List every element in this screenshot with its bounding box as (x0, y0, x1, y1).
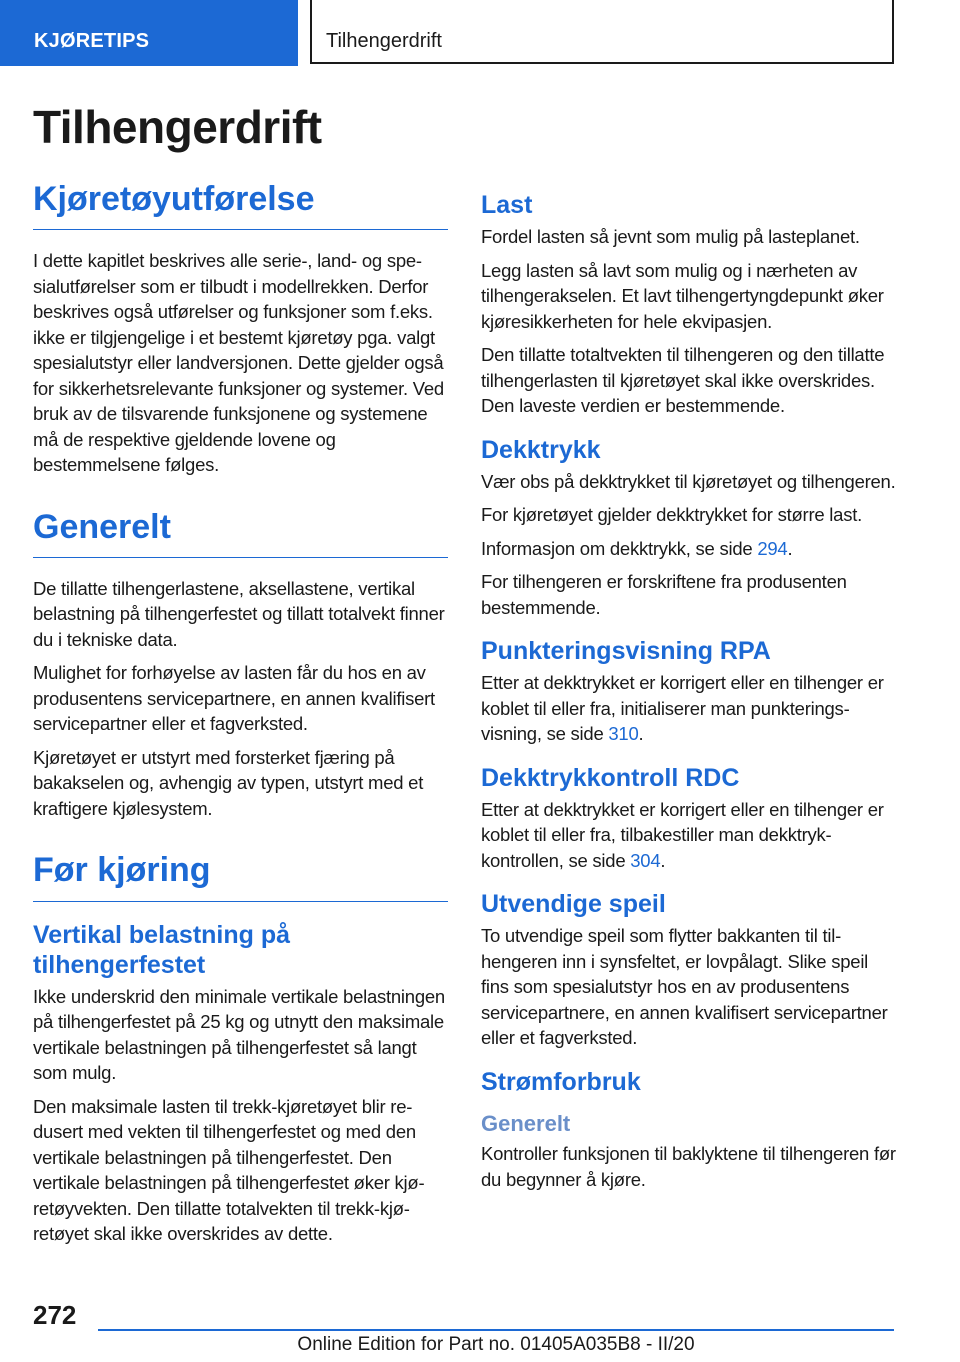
section-heading: Før kjøring (33, 851, 448, 901)
text: . (638, 723, 644, 745)
page-number: 272 (33, 1300, 77, 1330)
subsection-heading: Dekktrykk (481, 435, 601, 464)
paragraph (481, 797, 896, 874)
paragraph: Mulighet for forhøyelse av lasten får du hos en av produsentens servicepartnere, en annen kvalifisert servicepartner eller et fagverksted. (33, 662, 435, 735)
page-link-310[interactable]: 310 (608, 723, 639, 745)
section-tab: KJØRETIPS (0, 0, 298, 66)
paragraph: Ikke underskrid den minimale vertikale belastningen på tilhengerfestet på 25 kg og utnytt den maksimale vertikale belastningen på tilhengerfestet så langt som mulg. (33, 985, 445, 1084)
paragraph: Legg lasten så lavt som mulig og i nærheten av tilhengerakselen. Et lavt tilhengertyngdepunkt øker kjøresikkerheten for hele ekvipasjen. (481, 259, 884, 332)
section-heading: Generelt (33, 508, 448, 558)
text: Informasjon om dekktrykk, se side (481, 537, 758, 559)
subsection-heading: Dekktrykkontroll RDC (481, 763, 740, 792)
subsection-heading: Utvendige speil (481, 890, 666, 919)
text: . (787, 537, 793, 559)
paragraph: For tilhengeren er forskriftene fra produsenten bestemmende. (481, 571, 847, 618)
subsection-dekktrykk (481, 435, 896, 621)
subsection-last (481, 190, 896, 419)
subsection-rpa (481, 636, 896, 747)
text: Etter at dekktrykket er korrigert eller en tilhenger er koblet til eller fra, tilbakestiller man dekktrykkontrollen, se side (481, 798, 884, 871)
subsection-rdc (481, 763, 896, 874)
paragraph: Den maksimale lasten til trekk-kjøretøyet blir redusert med vekten til tilhengerfestet og med den vertikale belastningen på tilhengerfestet. Den vertikale belastningen på tilhengerfestet øker kjøretøyvekten. Den tillatte totalvekten til trekk-kjøretøyet skal ikke overskrides av dette. (33, 1095, 425, 1245)
paragraph: I dette kapitlet beskrives alle serie-, land- og spesialutførelser som er tilbudt i modellrekken. Derfor beskrives også utførelser og funksjoner som f.eks. ikke er tilgjengelige i et bestemt kjøretøy pga. valgt spesialutstyr eller landversjonen. Dette gjelder også for sikkerhetsrelevante funksjoner og systemer. Ved bruk av de tilsvarende funksjonene og systemene må de respektive gjeldende lovene og bestemmelsene følges. (33, 250, 444, 476)
page-link-304[interactable]: 304 (630, 849, 661, 871)
paragraph: Den tillatte totaltvekten til tilhengeren og den tillatte tilhengerlasten til kjøretøyet skal ikke overskrides. Den laveste verdien er bestemmende. (481, 344, 885, 417)
right-column (481, 190, 896, 1208)
text: . (660, 849, 666, 871)
subsection-heading: Last (481, 191, 533, 219)
section-kjoretoyutforelse (33, 180, 448, 478)
subsection-utvendige-speil (481, 889, 896, 1051)
minor-heading: Generelt (481, 1110, 571, 1136)
subsection-heading: Vertikal belastning på tilhengerfestet (33, 920, 291, 979)
paragraph: Fordel lasten så jevnt som mulig på lasteplanet. (481, 226, 860, 247)
paragraph: Kjøretøyet er utstyrt med forsterket fjæring på bakakselen og, avhengig av typen, utstyrt med et kraftigere kjølesystem. (33, 746, 424, 819)
left-column (33, 180, 448, 1277)
page-link-294[interactable]: 294 (757, 537, 788, 559)
section-for-kjoring (33, 851, 448, 1246)
subsection-heading: Strømforbruk (481, 1067, 641, 1096)
footer-edition: Online Edition for Part no. 01405A035B8 - II/20 (297, 1334, 695, 1355)
paragraph (481, 670, 896, 747)
paragraph (481, 536, 896, 562)
chapter-title: Tilhengerdrift (310, 0, 894, 64)
section-heading: Kjøretøyutførelse (33, 180, 448, 230)
paragraph: Kontroller funksjonen til baklyktene til tilhengeren før du begynner å kjøre. (481, 1143, 896, 1190)
subsection-heading: Punkteringsvisning RPA (481, 637, 771, 666)
paragraph: Vær obs på dekktrykket til kjøretøyet og tilhengeren. (481, 470, 896, 492)
page-title: Tilhengerdrift (33, 101, 322, 153)
paragraph: De tillatte tilhengerlastene, aksellastene, vertikal belastning på tilhengerfestet og tillatt totalvekt finner du i tekniske data. (33, 577, 445, 650)
footer-divider (98, 1329, 894, 1331)
paragraph: For kjøretøyet gjelder dekktrykket for større last. (481, 504, 862, 526)
paragraph: To utvendige speil som flytter bakkanten til tilhengeren inn i synsfeltet, er lovpålagt. Slike speil fins som spesialutstyr hos en av produsentens servicepartnere, en annen kvalifisert servicepartner eller et fagverksted. (481, 925, 888, 1049)
section-generelt (33, 508, 448, 822)
subsection-stromforbruk (481, 1067, 896, 1192)
text: Etter at dekktrykket er korrigert eller en tilhenger er koblet til eller fra, initialiserer man punkteringsvisning, se side (481, 672, 884, 745)
